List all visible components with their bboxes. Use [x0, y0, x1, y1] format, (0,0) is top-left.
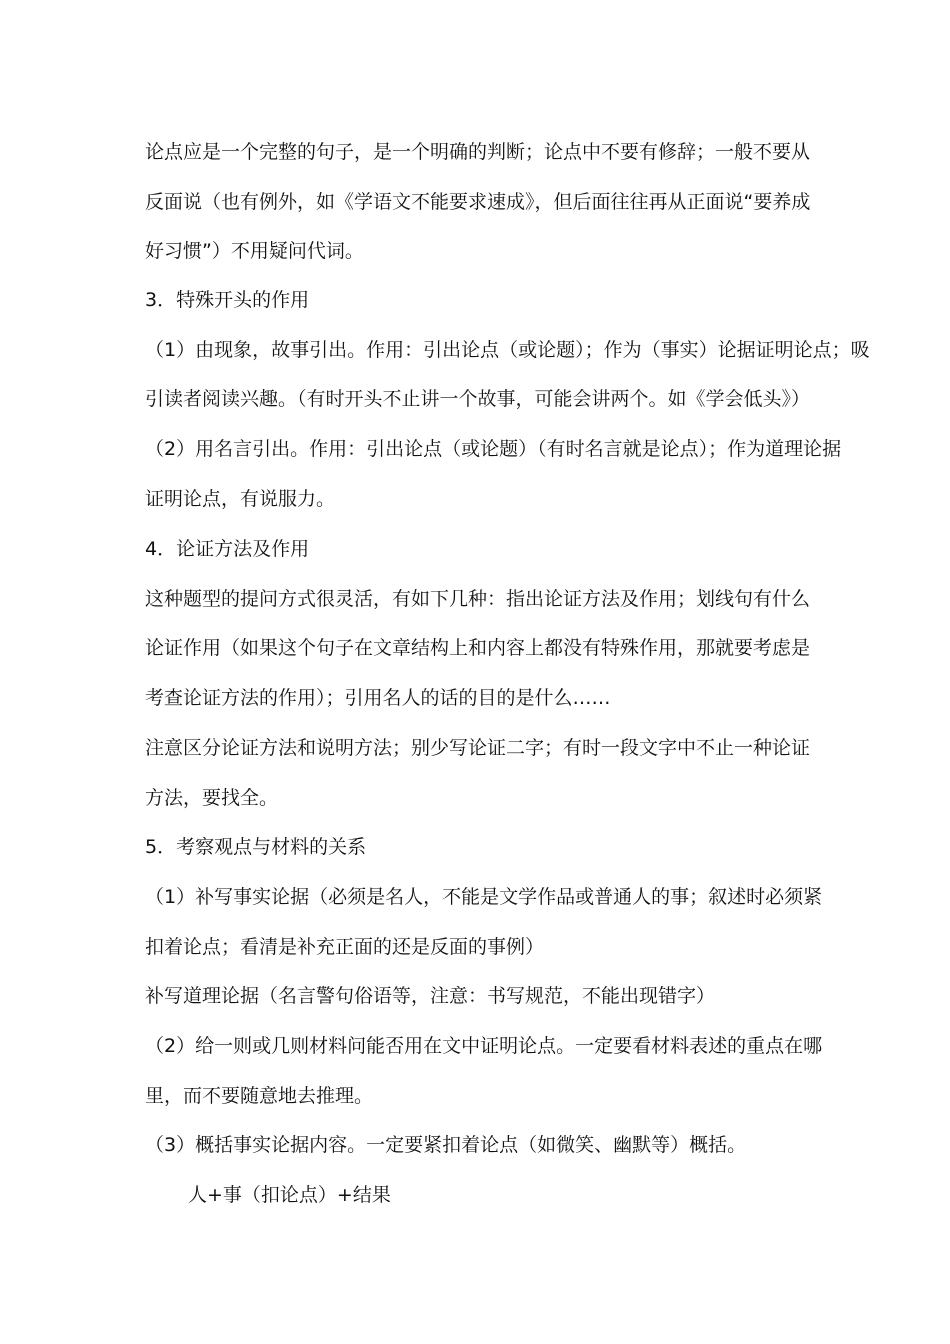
paragraph-line: 论证作用（如果这个句子在文章结构上和内容上都没有特殊作用，那就要考虑是: [145, 637, 811, 659]
paragraph-line: 引读者阅读兴趣。（有时开头不止讲一个故事，可能会讲两个。如《学会低头》）: [145, 388, 811, 410]
paragraph-line: （1）由现象，故事引出。作用：引出论点（或论题）；作为（事实）论据证明论点；吸: [145, 339, 870, 361]
paragraph-line: （2）给一则或几则材料问能否用在文中证明论点。一定要看材料表述的重点在哪: [145, 1035, 823, 1057]
paragraph-line: 注意区分论证方法和说明方法；别少写论证二字；有时一段文字中不止一种论证: [145, 737, 811, 759]
paragraph-line: （1）补写事实论据（必须是名人，不能是文学作品或普通人的事；叙述时必须紧: [145, 886, 823, 908]
paragraph-line: （3）概括事实论据内容。一定要紧扣着论点（如微笑、幽默等）概括。: [145, 1134, 747, 1156]
paragraph-line: 补写道理论据（名言警句俗语等，注意：书写规范，不能出现错字）: [145, 985, 716, 1007]
paragraph-line: 证明论点，有说服力。: [145, 488, 336, 510]
paragraph-line: 反面说（也有例外，如《学语文不能要求速成》，但后面往往再从正面说“要养成: [145, 191, 811, 213]
paragraph-line: 考查论证方法的作用）；引用名人的话的目的是什么……: [145, 687, 611, 709]
paragraph-line: （2）用名言引出。作用：引出论点（或论题）（有时名言就是论点）；作为道理论据: [145, 438, 842, 460]
paragraph-line: 论点应是一个完整的句子，是一个明确的判断；论点中不要有修辞；一般不要从: [145, 141, 811, 163]
paragraph-line: 里，而不要随意地去推理。: [145, 1085, 374, 1107]
paragraph-line: 好习惯”）不用疑问代词。: [145, 240, 364, 262]
formula-line: 人+事（扣论点）+结果: [188, 1184, 391, 1206]
paragraph-line: 这种题型的提问方式很灵活，有如下几种：指出论证方法及作用；划线句有什么: [145, 588, 811, 610]
section-heading: 4．论证方法及作用: [145, 538, 310, 560]
paragraph-line: 扣着论点；看清是补充正面的还是反面的事例）: [145, 936, 545, 958]
section-heading: 3．特殊开头的作用: [145, 289, 310, 311]
section-heading: 5．考察观点与材料的关系: [145, 836, 367, 858]
paragraph-line: 方法，要找全。: [145, 787, 279, 809]
